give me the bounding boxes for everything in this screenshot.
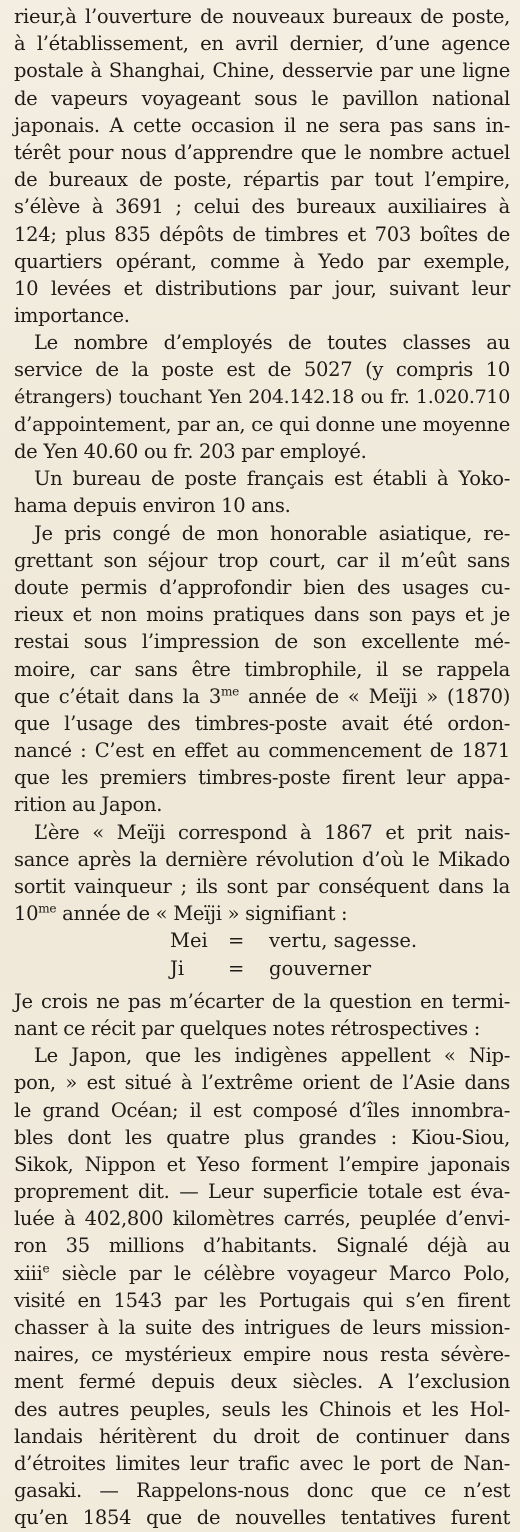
text-line: rition au Japon. bbox=[14, 793, 163, 817]
text-line: s’élève à 3691 ; celui des bureaux auxiliaires à bbox=[14, 195, 510, 219]
paragraph-retrospective bbox=[14, 988, 510, 1042]
text-line: étrangers) touchant Yen 204.142.18 ou fr. 1.020.710 bbox=[14, 385, 510, 408]
text-line: 10 levées et distributions par jour, suivant leur bbox=[14, 276, 510, 300]
text-line: d’appointement, par an, ce qui donne une moyenne bbox=[14, 412, 510, 436]
text-line: proprement dit. — Leur superficie totale est éva- bbox=[14, 1180, 510, 1204]
text-line: ron 35 millions d’habitants. Signalé déjà au bbox=[14, 1234, 510, 1258]
text-line: hama depuis environ 10 ans. bbox=[14, 494, 291, 518]
paragraph-postal-offices bbox=[14, 3, 510, 329]
text-line: Je pris congé de mon honorable asiatique, re- bbox=[34, 521, 510, 545]
text-line: pon, » est situé à l’extrême orient de l’Asie dans bbox=[14, 1071, 510, 1095]
text-line: gasaki. — Rappelons-nous donc que ce n’est bbox=[14, 1479, 510, 1503]
definition-equals: = bbox=[228, 956, 245, 980]
definition-term: Mei bbox=[170, 929, 208, 953]
text-line: d’étroites limites leur trafic avec le port de Nan- bbox=[14, 1451, 510, 1475]
text-line: le grand Océan; il est composé d’îles innombra- bbox=[14, 1098, 510, 1122]
text-line: xiii$^e$ siècle par le célèbre voyageur Marco Polo, bbox=[14, 1261, 510, 1285]
paragraph-departure bbox=[14, 520, 510, 819]
paragraph-employees bbox=[14, 329, 510, 465]
text-line: sortit vainqueur ; ils sont par conséquent dans la bbox=[14, 875, 510, 898]
text-line: restai sous l’impression de son excellente mé- bbox=[14, 630, 510, 654]
text-line: de bureaux de poste, répartis par tout l’empire, bbox=[14, 168, 510, 192]
text-line: rieux et non moins pratiques dans son pays et je bbox=[14, 603, 510, 627]
text-line: que c’était dans la $3^{me}$ année de « Meïji » (1870) bbox=[14, 684, 510, 708]
text-line: luée à 402,800 kilomètres carrés, peuplée d’envi- bbox=[14, 1207, 510, 1231]
text-line: bles dont les quatre plus grandes : Kiou-Siou, bbox=[14, 1125, 510, 1149]
text-line: des autres peuples, seuls les Chinois et les Hol- bbox=[14, 1397, 510, 1421]
text-line: $10^{me}$ année de « Meïji » signifiant : bbox=[14, 901, 348, 926]
text-line: sance après la dernière révolution d’où le Mikado bbox=[14, 847, 510, 871]
text-line: L’ère « Meïji correspond à 1867 et prit nais- bbox=[34, 820, 510, 844]
text-column bbox=[14, 3, 510, 1532]
definition-equals: = bbox=[228, 929, 245, 953]
text-line: Un bureau de poste français est établi à Yoko- bbox=[34, 467, 510, 491]
text-line: que les premiers timbres-poste firent leur appa- bbox=[14, 766, 510, 790]
text-line: doute permis d’approfondir bien des usages cu- bbox=[14, 575, 510, 599]
text-line: visité en 1543 par les Portugais qui s’en firent bbox=[14, 1288, 510, 1312]
definition-row bbox=[14, 955, 510, 982]
text-line: nant ce récit par quelques notes rétrospectives : bbox=[14, 1016, 481, 1040]
definition-row bbox=[14, 927, 510, 954]
text-line: quartiers opérant, comme à Yedo par exemple, bbox=[14, 249, 510, 273]
text-line: moire, car sans être timbrophile, il se rappela bbox=[14, 657, 510, 681]
text-line: Le Japon, que les indigènes appellent « Nip- bbox=[34, 1044, 510, 1068]
text-line: nancé : C’est en effet au commencement de 1871 bbox=[14, 739, 510, 763]
definition-meaning: vertu, sagesse. bbox=[269, 929, 418, 953]
text-line: à l’établissement, en avril dernier, d’une agence bbox=[14, 32, 510, 56]
definition-term: Ji bbox=[170, 956, 185, 980]
definition-meaning: gouverner bbox=[269, 956, 372, 980]
text-line: qu’en 1854 que de nouvelles tentatives furent bbox=[14, 1506, 510, 1530]
paragraph-french-office bbox=[14, 465, 510, 519]
text-line: chasser à la suite des intrigues de leurs mission- bbox=[14, 1316, 510, 1339]
text-line: importance. bbox=[14, 304, 130, 328]
text-line: grettant son séjour trop court, car il m’eût sans bbox=[14, 548, 510, 572]
text-line: térêt pour nous d’apprendre que le nombre actuel bbox=[14, 140, 510, 164]
text-line: de vapeurs voyageant sous le pavillon national bbox=[14, 86, 510, 110]
text-line: Le nombre d’employés de toutes classes au bbox=[34, 331, 510, 355]
text-line: ment fermé depuis deux siècles. A l’exclusion bbox=[14, 1370, 510, 1394]
definition-list bbox=[14, 927, 510, 981]
paragraph-japan-history bbox=[14, 1042, 510, 1531]
text-line: de Yen 40.60 ou fr. 203 par employé. bbox=[14, 440, 367, 463]
text-line: que l’usage des timbres-poste avait été ordon- bbox=[14, 711, 510, 735]
text-line: Sikok, Nippon et Yeso forment l’empire japonais bbox=[14, 1152, 510, 1176]
text-line: Je crois ne pas m’écarter de la question en termi- bbox=[14, 989, 510, 1013]
text-line: service de la poste est de 5027 (y compris 10 bbox=[14, 358, 510, 382]
text-line: japonais. A cette occasion il ne sera pas sans in- bbox=[14, 113, 510, 137]
text-line: rieur,à l’ouverture de nouveaux bureaux de poste, bbox=[14, 5, 510, 28]
paragraph-meiji-era bbox=[14, 819, 510, 928]
text-line: 124; plus 835 dépôts de timbres et 703 boîtes de bbox=[14, 222, 510, 246]
text-line: naires, ce mystérieux empire nous resta sévère- bbox=[14, 1343, 510, 1367]
text-line: landais héritèrent du droit de continuer dans bbox=[14, 1424, 510, 1448]
text-line: postale à Shanghai, Chine, desservie par une ligne bbox=[14, 59, 510, 83]
